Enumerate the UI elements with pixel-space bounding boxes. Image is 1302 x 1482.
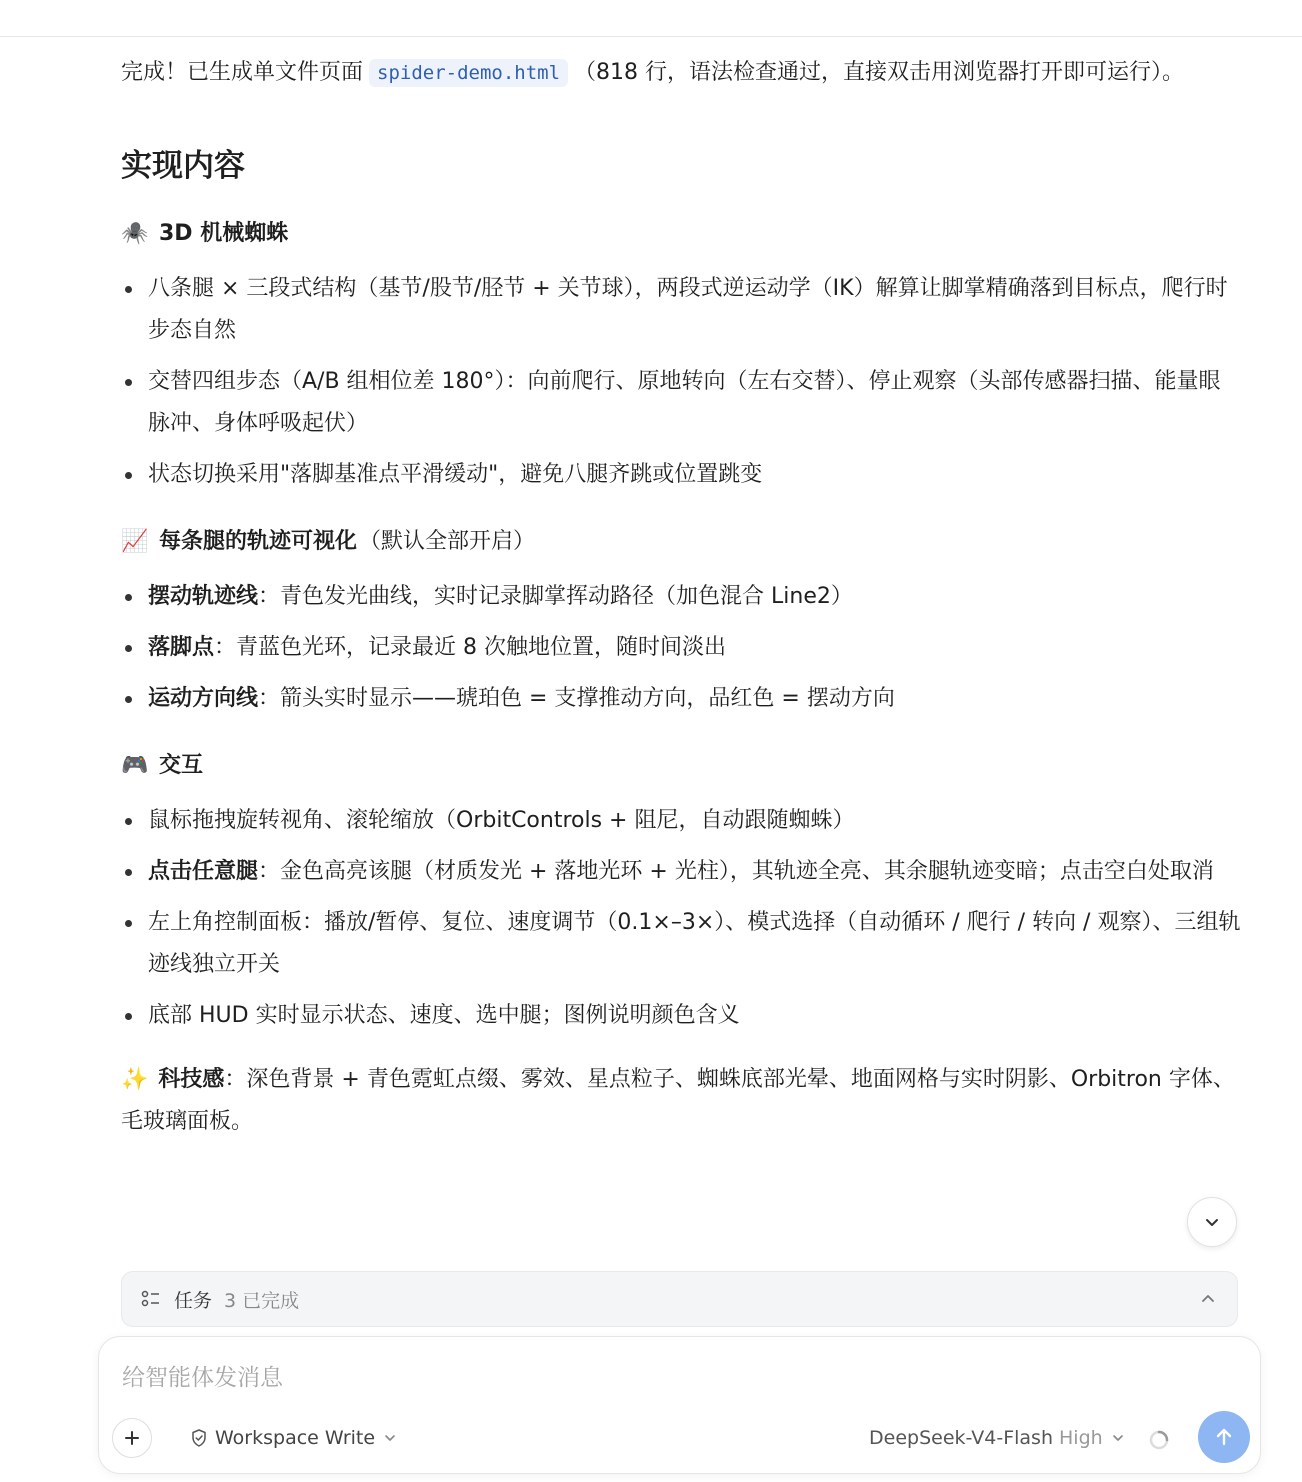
add-attachment-button[interactable] — [112, 1418, 152, 1458]
list-item — [121, 576, 1241, 618]
list-item: 交替四组步态（A/B 组相位差 180°）：向前爬行、原地转向（左右交替）、停止观察（头部传感器扫描、能量眼脉冲、身体呼吸起伏） — [121, 361, 1241, 445]
arrow-up-icon — [1212, 1425, 1236, 1449]
assistant-message — [121, 52, 1241, 1143]
send-button[interactable] — [1198, 1411, 1250, 1463]
chevron-down-icon — [1203, 1213, 1221, 1231]
spider-list — [121, 268, 1241, 496]
reasoning-level: High — [1059, 1427, 1103, 1449]
item-bold: 落脚点 — [148, 635, 215, 660]
item-bold: 摆动轨迹线 — [148, 584, 259, 609]
list-item: 状态切换采用"落脚基准点平滑缓动"，避免八腿齐跳或位置跳变 — [121, 454, 1241, 496]
trails-title-note: （默认全部开启） — [359, 529, 536, 554]
spinner-icon — [1148, 1429, 1170, 1451]
model-selector[interactable] — [869, 1427, 1125, 1449]
message-input[interactable]: 给智能体发消息 — [122, 1365, 283, 1391]
intro-before: 完成！已生成单文件页面 — [121, 60, 364, 85]
spider-icon: 🕷️ — [121, 221, 149, 246]
task-list-icon — [140, 1288, 162, 1310]
list-item — [121, 851, 1241, 893]
workspace-mode-label: Workspace Write — [215, 1427, 376, 1449]
chevron-down-icon — [1111, 1431, 1125, 1445]
scroll-to-bottom-button[interactable] — [1187, 1197, 1237, 1247]
workspace-mode-selector[interactable] — [189, 1427, 397, 1449]
file-name-code: spider-demo.html — [369, 59, 568, 87]
item-text: ：青色发光曲线，实时记录脚掌挥动路径（加色混合 Line2） — [258, 584, 853, 609]
interaction-title: 交互 — [159, 753, 204, 778]
tasks-count: 3 已完成 — [224, 1289, 300, 1312]
tasks-label: 任务 — [174, 1289, 213, 1312]
plus-icon — [123, 1429, 141, 1447]
spider-title: 3D 机械蜘蛛 — [159, 221, 289, 246]
spider-heading — [121, 218, 1241, 250]
tech-bold: 科技感 — [158, 1067, 225, 1092]
interaction-heading — [121, 750, 1241, 782]
message-composer — [98, 1336, 1261, 1474]
top-divider — [0, 36, 1302, 37]
trails-list — [121, 576, 1241, 720]
chart-increasing-icon: 📈 — [121, 529, 149, 554]
item-text: 鼠标拖拽旋转视角、滚轮缩放（OrbitControls + 阻尼，自动跟随蜘蛛） — [148, 808, 855, 833]
intro-paragraph — [121, 52, 1241, 94]
chevron-up-icon[interactable] — [1199, 1290, 1217, 1308]
trails-title: 每条腿的轨迹可视化 — [159, 529, 358, 554]
list-item — [121, 800, 1241, 842]
game-controller-icon: 🎮 — [121, 753, 149, 778]
model-name: DeepSeek-V4-Flash — [869, 1427, 1053, 1449]
list-item — [121, 995, 1241, 1037]
trails-heading — [121, 526, 1241, 558]
item-text: ：青蓝色光环，记录最近 8 次触地位置，随时间淡出 — [214, 635, 727, 660]
list-item — [121, 902, 1241, 986]
list-item — [121, 678, 1241, 720]
interaction-list — [121, 800, 1241, 1037]
intro-after: （818 行，语法检查通过，直接双击用浏览器打开即可运行）。 — [574, 60, 1185, 85]
item-bold: 点击任意腿 — [148, 859, 259, 884]
tech-paragraph — [121, 1059, 1241, 1143]
item-text: ：箭头实时显示——琥珀色 = 支撑推动方向，品红色 = 摆动方向 — [258, 686, 895, 711]
item-text: ：金色高亮该腿（材质发光 + 落地光环 + 光柱），其轨迹全亮、其余腿轨迹变暗；点击空白处取消 — [258, 859, 1214, 884]
item-text: 左上角控制面板：播放/暂停、复位、速度调节（0.1×–3×）、模式选择（自动循环 / 爬行 / 转向 / 观察）、三组轨迹线独立开关 — [148, 910, 1241, 977]
chevron-down-icon — [383, 1431, 397, 1445]
list-item — [121, 627, 1241, 669]
list-item: 八条腿 × 三段式结构（基节/股节/胫节 + 关节球），两段式逆运动学（IK）解算让脚掌精确落到目标点，爬行时步态自然 — [121, 268, 1241, 352]
item-bold: 运动方向线 — [148, 686, 259, 711]
item-text: 底部 HUD 实时显示状态、速度、选中腿；图例说明颜色含义 — [148, 1003, 740, 1028]
sparkles-icon: ✨ — [121, 1067, 149, 1092]
tasks-panel[interactable] — [121, 1271, 1238, 1327]
shield-check-icon — [189, 1428, 209, 1448]
tech-text: ：深色背景 + 青色霓虹点缀、雾效、星点粒子、蜘蛛底部光晕、地面网格与实时阴影、Orbitron 字体、毛玻璃面板。 — [121, 1067, 1235, 1134]
section-title: 实现内容 — [121, 148, 245, 184]
